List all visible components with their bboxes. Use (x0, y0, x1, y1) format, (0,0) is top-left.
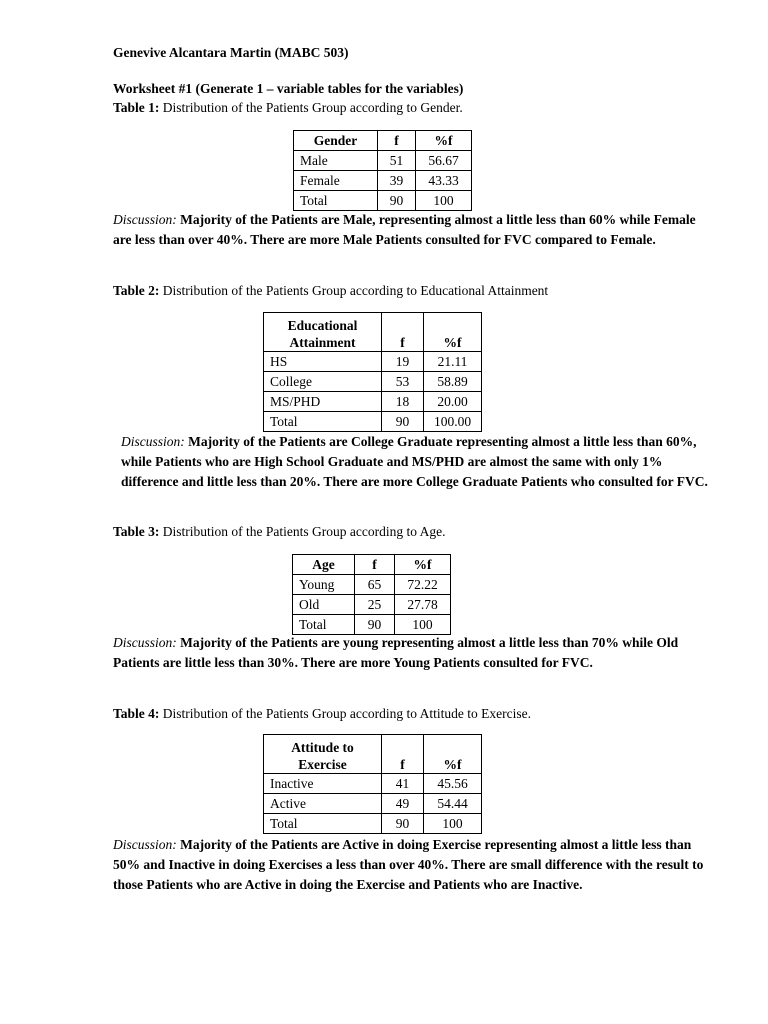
discussion-text: Majority of the Patients are Active in doing Exercise representing almost a little less than (180, 837, 692, 852)
table-row (294, 191, 472, 211)
discussion-text: are less than over 40%. There are more Male Patients consulted for FVC compared to Female. (113, 232, 656, 247)
table-row (264, 794, 482, 814)
table-2 (263, 312, 482, 432)
column-header: Educational Attainment (264, 313, 382, 352)
discussion-text: those Patients who are Active in doing the Exercise and Patients who are Inactive. (113, 877, 583, 892)
table-cell: 39 (378, 171, 416, 191)
table-1-caption-text: Distribution of the Patients Group according to Gender. (162, 100, 463, 115)
table-4-discussion (113, 835, 703, 895)
table-4 (263, 734, 482, 834)
column-header: %f (416, 131, 472, 151)
column-header: %f (424, 313, 482, 352)
table-cell: 25 (355, 595, 395, 615)
table-cell: 45.56 (424, 774, 482, 794)
table-row (293, 575, 451, 595)
table-cell: 53 (382, 372, 424, 392)
table-cell: Total (293, 615, 355, 635)
table-row (264, 412, 482, 432)
table-cell: 100 (416, 191, 472, 211)
table-4-caption-text: Distribution of the Patients Group according to Attitude to Exercise. (162, 706, 531, 721)
table-header-row (293, 555, 451, 575)
table-cell: 27.78 (395, 595, 451, 615)
table-row (293, 595, 451, 615)
table-row (264, 372, 482, 392)
table-cell: Active (264, 794, 382, 814)
column-header: Age (293, 555, 355, 575)
author-line: Genevive Alcantara Martin (MABC 503) (113, 45, 349, 60)
table-row (264, 392, 482, 412)
table-cell: Old (293, 595, 355, 615)
discussion-text: difference and little less than 20%. There are more College Graduate Patients who consulted for FVC. (121, 474, 708, 489)
worksheet-title: Worksheet #1 (Generate 1 – variable tables for the variables) (113, 81, 464, 96)
table-4-label: Table 4: (113, 706, 160, 721)
table-cell: 49 (382, 794, 424, 814)
table-2-caption-text: Distribution of the Patients Group according to Educational Attainment (162, 283, 549, 298)
table-cell: Inactive (264, 774, 382, 794)
table-cell: 54.44 (424, 794, 482, 814)
table-cell: 72.22 (395, 575, 451, 595)
table-cell: 100 (395, 615, 451, 635)
column-header: %f (424, 735, 482, 774)
table-cell: Total (264, 412, 382, 432)
discussion-text: while Patients who are High School Graduate and MS/PHD are almost the same with only 1% (121, 454, 663, 469)
table-cell: 51 (378, 151, 416, 171)
discussion-label: Discussion: (113, 212, 177, 227)
table-cell: 56.67 (416, 151, 472, 171)
table-1-caption (113, 100, 463, 116)
table-cell: 100.00 (424, 412, 482, 432)
table-row (264, 774, 482, 794)
table-cell: Female (294, 171, 378, 191)
column-header: f (355, 555, 395, 575)
table-3 (292, 554, 451, 635)
discussion-text: Majority of the Patients are young representing almost a little less than 70% while Old (180, 635, 679, 650)
column-header: f (382, 735, 424, 774)
table-header-row (264, 313, 482, 352)
table-cell: 43.33 (416, 171, 472, 191)
discussion-text: 50% and Inactive in doing Exercises a less than over 40%. There are small difference with the result to (113, 857, 704, 872)
table-cell: Total (264, 814, 382, 834)
table-1 (293, 130, 472, 211)
table-cell: Male (294, 151, 378, 171)
table-row (294, 171, 472, 191)
table-1-label: Table 1: (113, 100, 160, 115)
table-cell: 100 (424, 814, 482, 834)
column-header: Gender (294, 131, 378, 151)
table-3-caption-text: Distribution of the Patients Group according to Age. (162, 524, 446, 539)
table-2-label: Table 2: (113, 283, 160, 298)
table-cell: 90 (382, 814, 424, 834)
column-header: %f (395, 555, 451, 575)
table-cell: Young (293, 575, 355, 595)
table-cell: 18 (382, 392, 424, 412)
table-cell: 90 (378, 191, 416, 211)
table-cell: 65 (355, 575, 395, 595)
discussion-label: Discussion: (113, 837, 177, 852)
column-header: f (378, 131, 416, 151)
table-4-caption (113, 706, 531, 722)
table-cell: 90 (355, 615, 395, 635)
table-cell: 21.11 (424, 352, 482, 372)
table-cell: 58.89 (424, 372, 482, 392)
table-row (264, 814, 482, 834)
table-cell: College (264, 372, 382, 392)
table-row (293, 615, 451, 635)
table-2-discussion (121, 432, 708, 492)
discussion-label: Discussion: (113, 635, 177, 650)
table-3-caption (113, 524, 445, 540)
table-row (294, 151, 472, 171)
table-header-row (294, 131, 472, 151)
discussion-text: Majority of the Patients are College Graduate representing almost a little less than 60%, (188, 434, 697, 449)
table-cell: 20.00 (424, 392, 482, 412)
table-cell: 19 (382, 352, 424, 372)
table-row (264, 352, 482, 372)
column-header: f (382, 313, 424, 352)
table-2-caption (113, 283, 548, 299)
discussion-text: Majority of the Patients are Male, representing almost a little less than 60% while Female (180, 212, 696, 227)
table-1-discussion (113, 210, 696, 250)
table-3-discussion (113, 633, 678, 673)
table-header-row (264, 735, 482, 774)
table-cell: HS (264, 352, 382, 372)
discussion-text: Patients are little less than 30%. There are more Young Patients consulted for FVC. (113, 655, 593, 670)
discussion-label: Discussion: (121, 434, 185, 449)
table-cell: MS/PHD (264, 392, 382, 412)
table-cell: Total (294, 191, 378, 211)
table-cell: 90 (382, 412, 424, 432)
column-header: Attitude to Exercise (264, 735, 382, 774)
table-3-label: Table 3: (113, 524, 160, 539)
table-cell: 41 (382, 774, 424, 794)
